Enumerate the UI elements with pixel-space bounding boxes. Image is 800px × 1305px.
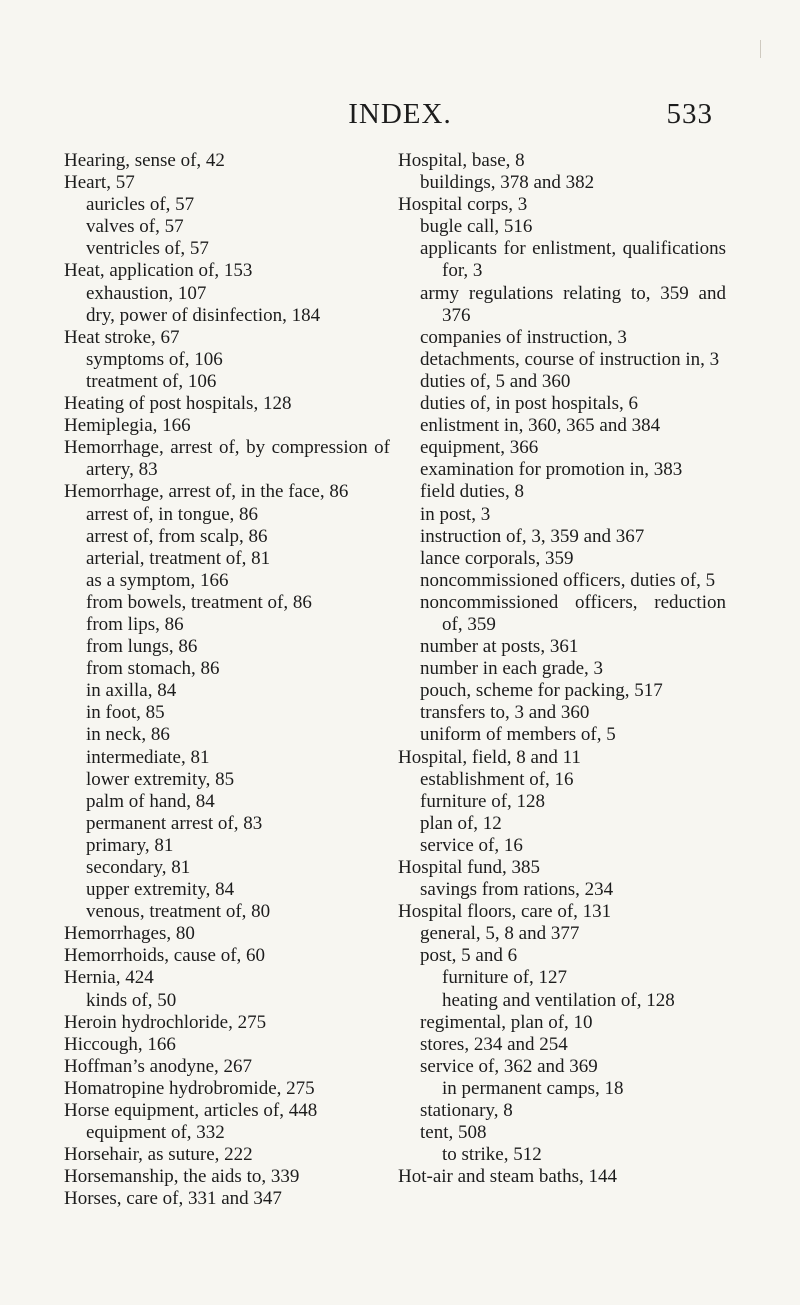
- index-subentry: valves of, 57: [86, 216, 184, 238]
- index-entry: Horses, care of, 331 and 347: [64, 1188, 282, 1210]
- index-subentry: general, 5, 8 and 377: [420, 923, 580, 945]
- index-subentry: furniture of, 127: [442, 967, 568, 989]
- index-subentry: duties of, in post hospitals, 6: [420, 393, 638, 415]
- index-subentry: in post, 3: [420, 503, 491, 525]
- index-entry: Hemiplegia, 166: [64, 415, 191, 437]
- index-subentry: in neck, 86: [86, 724, 170, 746]
- index-subentry: noncommissioned officers, reduction of, 359: [420, 591, 726, 635]
- page-number: 533: [666, 98, 713, 130]
- index-subentry: symptoms of, 106: [86, 348, 223, 370]
- index-entry: Hemorrhage, arrest of, in the face, 86: [64, 481, 349, 503]
- index-subentry: equipment, 366: [420, 437, 539, 459]
- index-subentry: service of, 16: [420, 834, 523, 856]
- index-subentry: tent, 508: [420, 1122, 487, 1144]
- index-entry: Hernia, 424: [64, 967, 154, 989]
- index-subentry: arrest of, from scalp, 86: [86, 525, 268, 547]
- index-subentry: in foot, 85: [86, 702, 165, 724]
- index-subentry: duties of, 5 and 360: [420, 370, 571, 392]
- index-entry: Hearing, sense of, 42: [64, 150, 225, 171]
- index-subentry: number in each grade, 3: [420, 658, 604, 680]
- index-subentry: stores, 234 and 254: [420, 1033, 568, 1055]
- index-subentry: upper extremity, 84: [86, 879, 235, 901]
- index-subentry: in permanent camps, 18: [442, 1077, 624, 1099]
- index-entry: Horsehair, as suture, 222: [64, 1144, 253, 1166]
- index-subentry: examination for promotion in, 383: [420, 459, 683, 481]
- index-entry: Heart, 57: [64, 172, 135, 194]
- index-subentry: arrest of, in tongue, 86: [86, 503, 259, 525]
- index-subentry: to strike, 512: [442, 1144, 542, 1166]
- index-subentry: auricles of, 57: [86, 194, 195, 216]
- index-entry: Hospital fund, 385: [398, 857, 540, 878]
- index-subentry: post, 5 and 6: [420, 945, 518, 967]
- index-subentry: uniform of members of, 5: [420, 724, 616, 746]
- index-subentry: field duties, 8: [420, 481, 524, 503]
- index-entry: Heating of post hospitals, 128: [64, 393, 292, 415]
- index-entry: Hemorrhoids, cause of, 60: [64, 945, 266, 967]
- index-subentry: noncommissioned officers, duties of, 5: [420, 569, 716, 591]
- index-subentry: primary, 81: [86, 834, 174, 856]
- index-subentry: bugle call, 516: [420, 216, 533, 238]
- index-subentry: army regulations relating to, 359 and 376: [420, 282, 726, 326]
- index-entry: Hemorrhages, 80: [64, 923, 195, 945]
- index-subentry: instruction of, 3, 359 and 367: [420, 525, 645, 547]
- index-subentry: intermediate, 81: [86, 746, 210, 768]
- index-subentry: as a symptom, 166: [86, 569, 229, 591]
- index-subentry: stationary, 8: [420, 1100, 513, 1122]
- index-subentry: transfers to, 3 and 360: [420, 702, 590, 724]
- index-subentry: savings from rations, 234: [420, 879, 614, 901]
- index-subentry: furniture of, 128: [420, 790, 546, 812]
- index-entry: Hot-air and steam baths, 144: [398, 1166, 617, 1188]
- index-subentry: ventricles of, 57: [86, 238, 209, 260]
- index-subentry: pouch, scheme for packing, 517: [420, 680, 663, 702]
- index-subentry: from lungs, 86: [86, 636, 198, 658]
- index-subentry: equipment of, 332: [86, 1122, 225, 1144]
- index-entry: Hoffman’s anodyne, 267: [64, 1055, 253, 1077]
- index-entry: Hospital floors, care of, 131: [398, 901, 612, 923]
- index-subentry: from lips, 86: [86, 613, 184, 635]
- index-subentry: number at posts, 361: [420, 636, 579, 658]
- page-edge-mark: [760, 40, 761, 58]
- index-subentry: permanent arrest of, 83: [86, 812, 263, 834]
- page-title: INDEX.: [348, 98, 452, 130]
- index-subentry: in axilla, 84: [86, 680, 177, 702]
- index-column-right: [398, 150, 726, 1188]
- index-entry: Hemorrhage, arrest of, by compression of artery, 83: [64, 437, 390, 481]
- index-subentry: buildings, 378 and 382: [420, 172, 595, 194]
- index-subentry: lance corporals, 359: [420, 547, 574, 569]
- index-subentry: secondary, 81: [86, 857, 191, 878]
- index-subentry: establishment of, 16: [420, 768, 574, 790]
- index-subentry: lower extremity, 85: [86, 768, 235, 790]
- index-subentry: applicants for enlistment, qualifications for, 3: [420, 238, 726, 282]
- index-subentry: dry, power of disinfection, 184: [86, 304, 321, 326]
- index-entry: Homatropine hydrobromide, 275: [64, 1077, 315, 1099]
- index-entry: Hiccough, 166: [64, 1033, 176, 1055]
- index-entry: Horse equipment, articles of, 448: [64, 1100, 318, 1122]
- index-entry: Hospital corps, 3: [398, 194, 528, 216]
- index-column-left: [64, 150, 390, 1211]
- index-subentry: venous, treatment of, 80: [86, 901, 271, 923]
- index-entry: Heroin hydrochloride, 275: [64, 1011, 267, 1033]
- index-subentry: from stomach, 86: [86, 658, 220, 680]
- index-subentry: enlistment in, 360, 365 and 384: [420, 415, 661, 437]
- index-subentry: from bowels, treatment of, 86: [86, 591, 312, 613]
- index-subentry: kinds of, 50: [86, 989, 177, 1011]
- index-subentry: treatment of, 106: [86, 370, 217, 392]
- index-subentry: heating and ventilation of, 128: [442, 989, 675, 1011]
- index-entry: Hospital, base, 8: [398, 150, 525, 171]
- index-entry: Horsemanship, the aids to, 339: [64, 1166, 300, 1188]
- index-subentry: detachments, course of instruction in, 3: [420, 348, 720, 370]
- index-subentry: palm of hand, 84: [86, 790, 215, 812]
- index-subentry: companies of instruction, 3: [420, 326, 627, 348]
- index-subentry: exhaustion, 107: [86, 282, 207, 304]
- index-subentry: regimental, plan of, 10: [420, 1011, 593, 1033]
- index-subentry: plan of, 12: [420, 812, 502, 834]
- index-subentry: arterial, treatment of, 81: [86, 547, 271, 569]
- index-subentry: service of, 362 and 369: [420, 1055, 598, 1077]
- index-entry: Heat stroke, 67: [64, 326, 180, 348]
- index-entry: Heat, application of, 153: [64, 260, 253, 282]
- index-entry: Hospital, field, 8 and 11: [398, 746, 581, 768]
